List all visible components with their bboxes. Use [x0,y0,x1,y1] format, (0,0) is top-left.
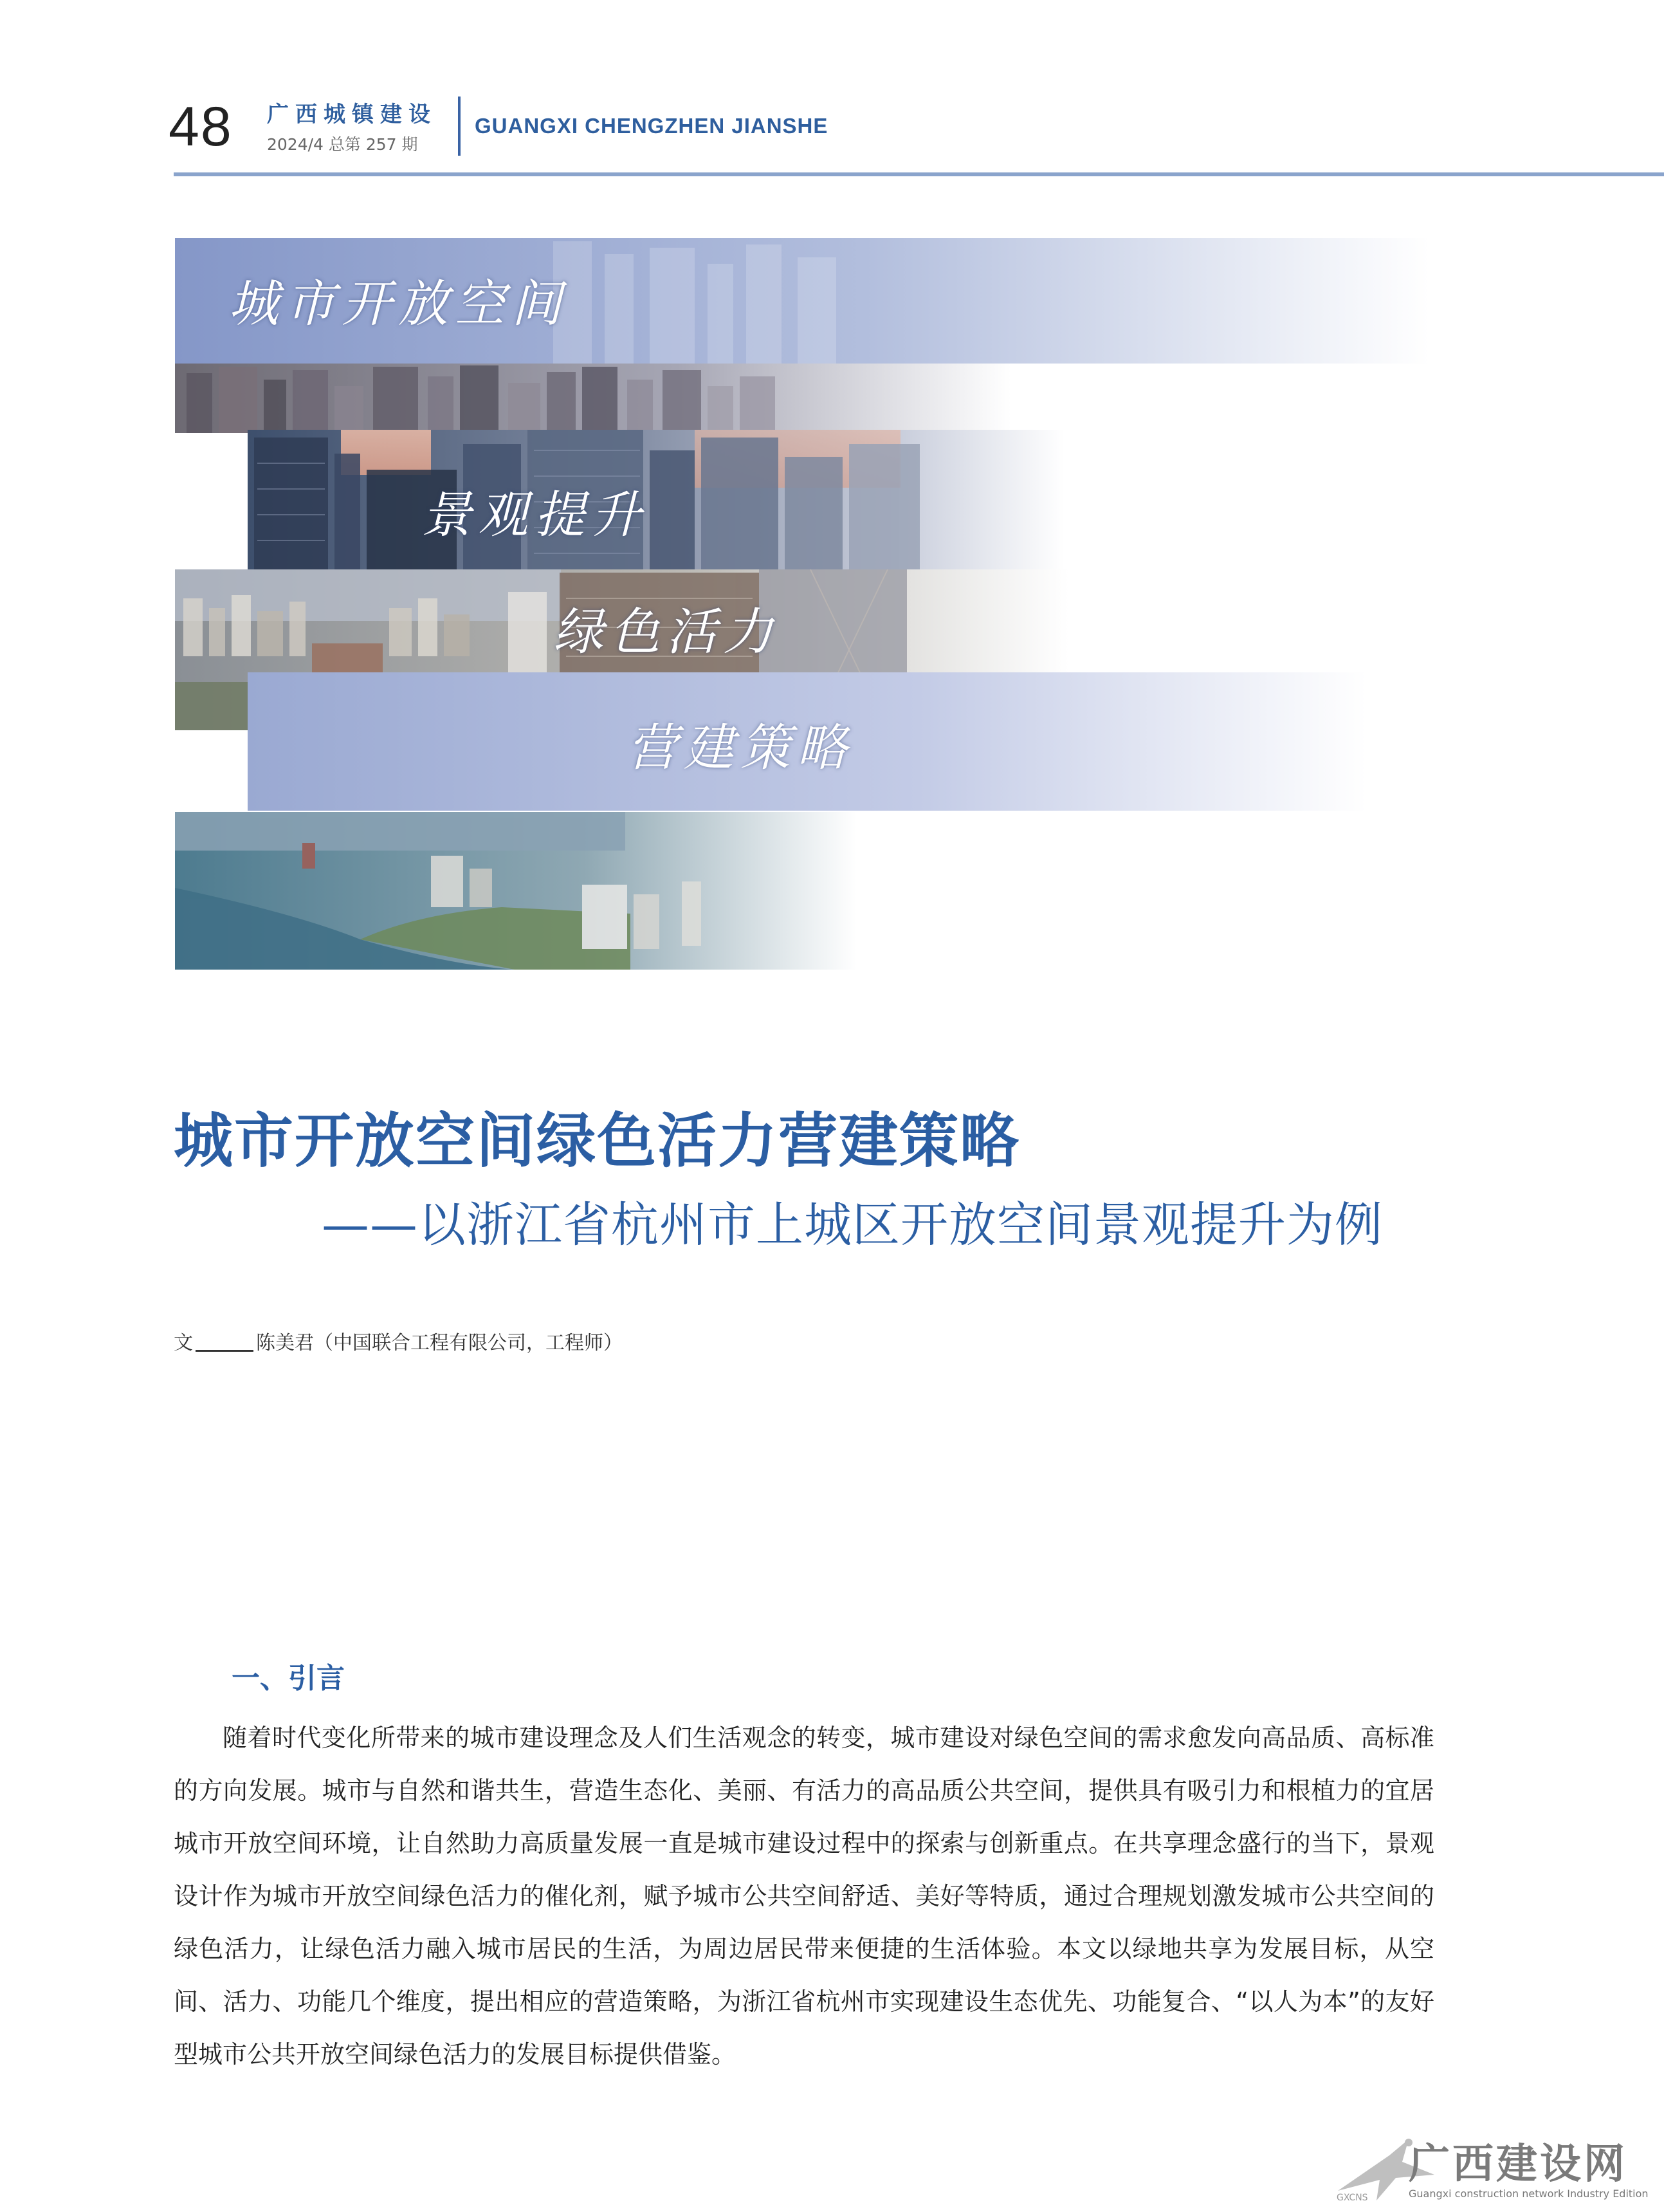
article-title: 城市开放空间绿色活力营建策略 [174,1107,1021,1175]
intro-paragraph: 随着时代变化所带来的城市建设理念及人们生活观念的转变，城市建设对绿色空间的需求愈发向高品质、高标准的方向发展。城市与自然和谐共生，营造生态化、美丽、有活力的高品质公共空间，提供具有吸引力和根植力的宜居城市开放空间环境，让自然助力高质量发展一直是城市建设过程中的探索与创新重点。在共享理念盛行的当下，景观设计作为城市开放空间绿色活力的催化剂，赋予城市公共空间舒适、美好等特质，通过合理规划激发城市公共空间的绿色活力，让绿色活力融入城市居民的生活，为周边居民带来便捷的生活体验。本文以绿地共享为发展目标，从空间、活力、功能几个维度，提出相应的营造策略，为浙江省杭州市实现建设生态优先、功能复合、“以人为本”的友好型城市公共开放空间绿色活力的发展目标提供借鉴。 [174,1724,1434,2069]
watermark-site: GXCNS [1337,2193,1368,2203]
byline-prefix: 文 [174,1332,193,1354]
banner-label-open-space: 城市开放空间 [228,275,569,333]
banner-label-strategy: 营建策略 [627,719,854,777]
banner-label-landscape: 景观提升 [421,486,648,544]
magazine-title: 广西城镇建设 [267,102,437,127]
watermark-tagline: Guangxi construction network Industry Edition [1409,2188,1649,2200]
banner-collage [0,0,1664,1004]
watermark-name: 广西建设网 [1409,2140,1627,2188]
byline-underline [196,1350,253,1352]
byline-author: 陈美君（中国联合工程有限公司，工程师） [256,1332,623,1354]
page-number: 48 [169,96,233,158]
section-heading: 一、引言 [232,1662,345,1695]
magazine-title-en: GUANGXI CHENGZHEN JIANSHE [475,114,828,138]
article-subtitle: ——以浙江省杭州市上城区开放空间景观提升为例 [322,1197,1383,1253]
byline [174,1327,623,1355]
issue-number: 2024/4 总第 257 期 [267,135,418,154]
banner-label-green-vitality: 绿色活力 [553,604,780,661]
